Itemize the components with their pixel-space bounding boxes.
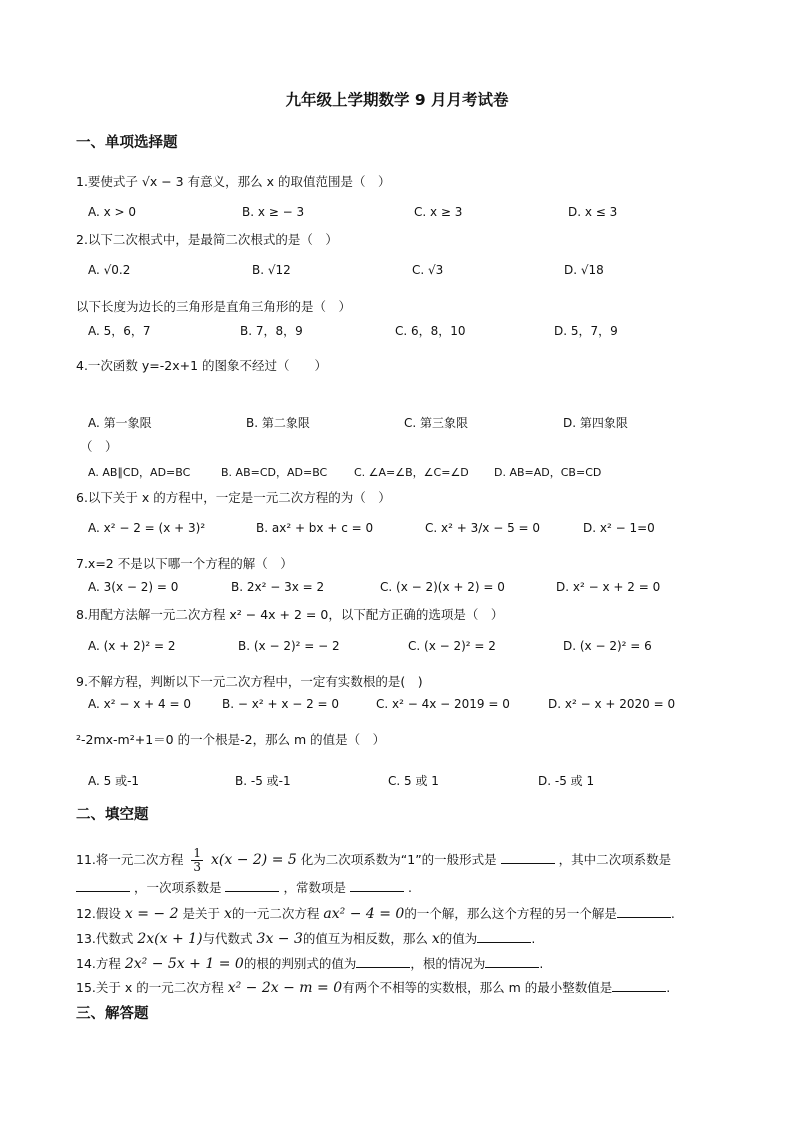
q13-math-x: x bbox=[431, 931, 440, 947]
q13-text-c: 与代数式 bbox=[202, 931, 253, 946]
question-1-stem: 1.要使式子 √x − 3 有意义，那么 x 的取值范围是（ ） bbox=[76, 174, 391, 189]
q13-text-h: . bbox=[531, 931, 536, 946]
q9-option-b: B. − x² + x − 2 = 0 bbox=[222, 697, 340, 711]
q11-text-e: ，一次项系数是 bbox=[133, 880, 222, 895]
q15-blank[interactable] bbox=[612, 979, 666, 992]
q11-text-c: 化为二次项系数为“1”的一般形式是 bbox=[300, 852, 497, 867]
q9-option-c: C. x² − 4x − 2019 = 0 bbox=[376, 697, 510, 711]
q2-option-a: A. √0.2 bbox=[88, 263, 131, 277]
q5-option-b: B. AB=CD，AD=BC bbox=[221, 466, 328, 479]
q10-option-b: B. -5 或-1 bbox=[235, 774, 291, 788]
q14-blank-1[interactable] bbox=[356, 955, 410, 968]
question-12 bbox=[76, 904, 675, 922]
q10-option-a: A. 5 或-1 bbox=[88, 774, 140, 788]
question-10-stem: ²-2mx-m²+1＝0 的一个根是-2，那么 m 的值是（ ） bbox=[76, 732, 386, 747]
q12-math-1: x = − 2 bbox=[124, 906, 179, 922]
question-3-stem: 以下长度为边长的三角形是直角三角形的是（ ） bbox=[76, 299, 352, 314]
q7-option-a: A. 3(x − 2) = 0 bbox=[88, 580, 179, 594]
question-15 bbox=[76, 978, 670, 996]
question-13 bbox=[76, 929, 535, 947]
q3-option-a: A. 5，6，7 bbox=[88, 324, 151, 338]
q11-fraction-num: 1 bbox=[193, 846, 202, 860]
q11-text-d: ，其中二次项系数是 bbox=[558, 852, 672, 867]
question-9-stem: 9.不解方程，判断以下一元二次方程中，一定有实数根的是( ) bbox=[76, 674, 423, 689]
question-6-stem: 6.以下关于 x 的方程中，一定是一元二次方程的为（ ） bbox=[76, 490, 391, 505]
q8-option-c: C. (x − 2)² = 2 bbox=[408, 639, 496, 653]
q15-text-d: . bbox=[666, 980, 671, 995]
q12-math-2: ax² − 4 = 0 bbox=[323, 906, 405, 922]
q15-math: x² − 2x − m = 0 bbox=[227, 980, 343, 996]
q12-math-x: x bbox=[223, 906, 232, 922]
q3-option-c: C. 6，8，10 bbox=[395, 324, 466, 338]
question-11-line-2 bbox=[76, 878, 412, 896]
q11-equation: x(x − 2) = 5 bbox=[211, 852, 297, 868]
q12-text-c: 是关于 bbox=[182, 906, 220, 921]
q5-option-c: C. ∠A=∠B，∠C=∠D bbox=[354, 466, 469, 479]
q14-text-a: 14.方程 bbox=[76, 956, 121, 971]
q4-option-d: D. 第四象限 bbox=[563, 416, 628, 430]
q8-option-a: A. (x + 2)² = 2 bbox=[88, 639, 176, 653]
question-11-line-1 bbox=[76, 847, 671, 874]
q15-text-c: 有两个不相等的实数根，那么 m 的最小整数值是 bbox=[342, 980, 613, 995]
q13-text-a: 13.代数式 bbox=[76, 931, 134, 946]
q10-option-c: C. 5 或 1 bbox=[388, 774, 439, 788]
q7-option-b: B. 2x² − 3x = 2 bbox=[231, 580, 325, 594]
q13-blank[interactable] bbox=[477, 930, 531, 943]
q1-option-c: C. x ≥ 3 bbox=[414, 205, 463, 219]
q11-blank-1[interactable] bbox=[501, 851, 555, 864]
question-8-stem: 8.用配方法解一元二次方程 x² − 4x + 2 = 0，以下配方正确的选项是（ ） bbox=[76, 607, 504, 622]
q2-option-d: D. √18 bbox=[564, 263, 604, 277]
q11-fraction-den: 3 bbox=[193, 860, 202, 874]
q1-option-d: D. x ≤ 3 bbox=[568, 205, 618, 219]
q8-option-b: B. (x − 2)² = − 2 bbox=[238, 639, 340, 653]
q6-option-b: B. ax² + bx + c = 0 bbox=[256, 521, 374, 535]
q6-option-a: A. x² − 2 = (x + 3)² bbox=[88, 521, 206, 535]
q4-option-b: B. 第二象限 bbox=[246, 416, 310, 430]
q5-option-d: D. AB=AD，CB=CD bbox=[494, 466, 602, 479]
q1-option-a: A. x > 0 bbox=[88, 205, 137, 219]
q13-text-g: 的值为 bbox=[439, 931, 478, 946]
q9-option-d: D. x² − x + 2020 = 0 bbox=[548, 697, 676, 711]
q14-blank-2[interactable] bbox=[485, 955, 539, 968]
section-heading-choice: 一、单项选择题 bbox=[76, 135, 178, 151]
q11-blank-4[interactable] bbox=[350, 879, 404, 892]
q7-option-d: D. x² − x + 2 = 0 bbox=[556, 580, 661, 594]
q14-text-e: . bbox=[539, 956, 544, 971]
q15-text-a: 15.关于 x 的一元二次方程 bbox=[76, 980, 224, 995]
q14-math: 2x² − 5x + 1 = 0 bbox=[124, 956, 244, 972]
q5-option-a: A. AB∥CD，AD=BC bbox=[88, 466, 191, 479]
q12-text-a: 12.假设 bbox=[76, 906, 121, 921]
q11-text-g: . bbox=[407, 880, 412, 895]
question-2-stem: 2.以下二次根式中，是最简二次根式的是（ ） bbox=[76, 232, 338, 247]
q2-option-b: B. √12 bbox=[252, 263, 291, 277]
q14-text-c: 的根的判别式的值为 bbox=[243, 956, 357, 971]
q3-option-b: B. 7，8，9 bbox=[240, 324, 303, 338]
section-heading-fill: 二、填空题 bbox=[76, 807, 149, 823]
q11-text-a: 11.将一元二次方程 bbox=[76, 852, 184, 867]
question-5-stem: （ ） bbox=[80, 439, 118, 454]
q11-fraction bbox=[191, 847, 203, 874]
q11-blank-3[interactable] bbox=[225, 879, 279, 892]
q14-text-d: ，根的情况为 bbox=[410, 956, 486, 971]
q10-option-d: D. -5 或 1 bbox=[538, 774, 595, 788]
question-4-stem: 4.一次函数 y=-2x+1 的图象不经过（ ） bbox=[76, 358, 328, 373]
q13-math-2: 3x − 3 bbox=[256, 931, 303, 947]
q1-option-b: B. x ≥ − 3 bbox=[242, 205, 305, 219]
q12-blank[interactable] bbox=[617, 905, 671, 918]
q4-option-a: A. 第一象限 bbox=[88, 416, 152, 430]
q6-option-c: C. x² + 3/x − 5 = 0 bbox=[425, 521, 541, 535]
section-heading-answer: 三、解答题 bbox=[76, 1006, 149, 1022]
q12-text-h: . bbox=[670, 906, 675, 921]
q7-option-c: C. (x − 2)(x + 2) = 0 bbox=[380, 580, 505, 594]
q6-option-d: D. x² − 1=0 bbox=[583, 521, 655, 535]
q13-math-1: 2x(x + 1) bbox=[137, 931, 203, 947]
question-14 bbox=[76, 954, 543, 972]
question-7-stem: 7.x=2 不是以下哪一个方程的解（ ） bbox=[76, 556, 293, 571]
q2-option-c: C. √3 bbox=[412, 263, 444, 277]
q12-text-g: 的一个解，那么这个方程的另一个解是 bbox=[404, 906, 617, 921]
q3-option-d: D. 5，7，9 bbox=[554, 324, 618, 338]
q13-text-e: 的值互为相反数，那么 bbox=[302, 931, 428, 946]
page-title: 九年级上学期数学 9 月月考试卷 bbox=[285, 91, 509, 109]
q8-option-d: D. (x − 2)² = 6 bbox=[563, 639, 652, 653]
q12-text-e: 的一元二次方程 bbox=[231, 906, 320, 921]
q4-option-c: C. 第三象限 bbox=[404, 416, 469, 430]
q11-text-f: ，常数项是 bbox=[283, 880, 346, 895]
q11-blank-2[interactable] bbox=[76, 879, 130, 892]
q9-option-a: A. x² − x + 4 = 0 bbox=[88, 697, 191, 711]
